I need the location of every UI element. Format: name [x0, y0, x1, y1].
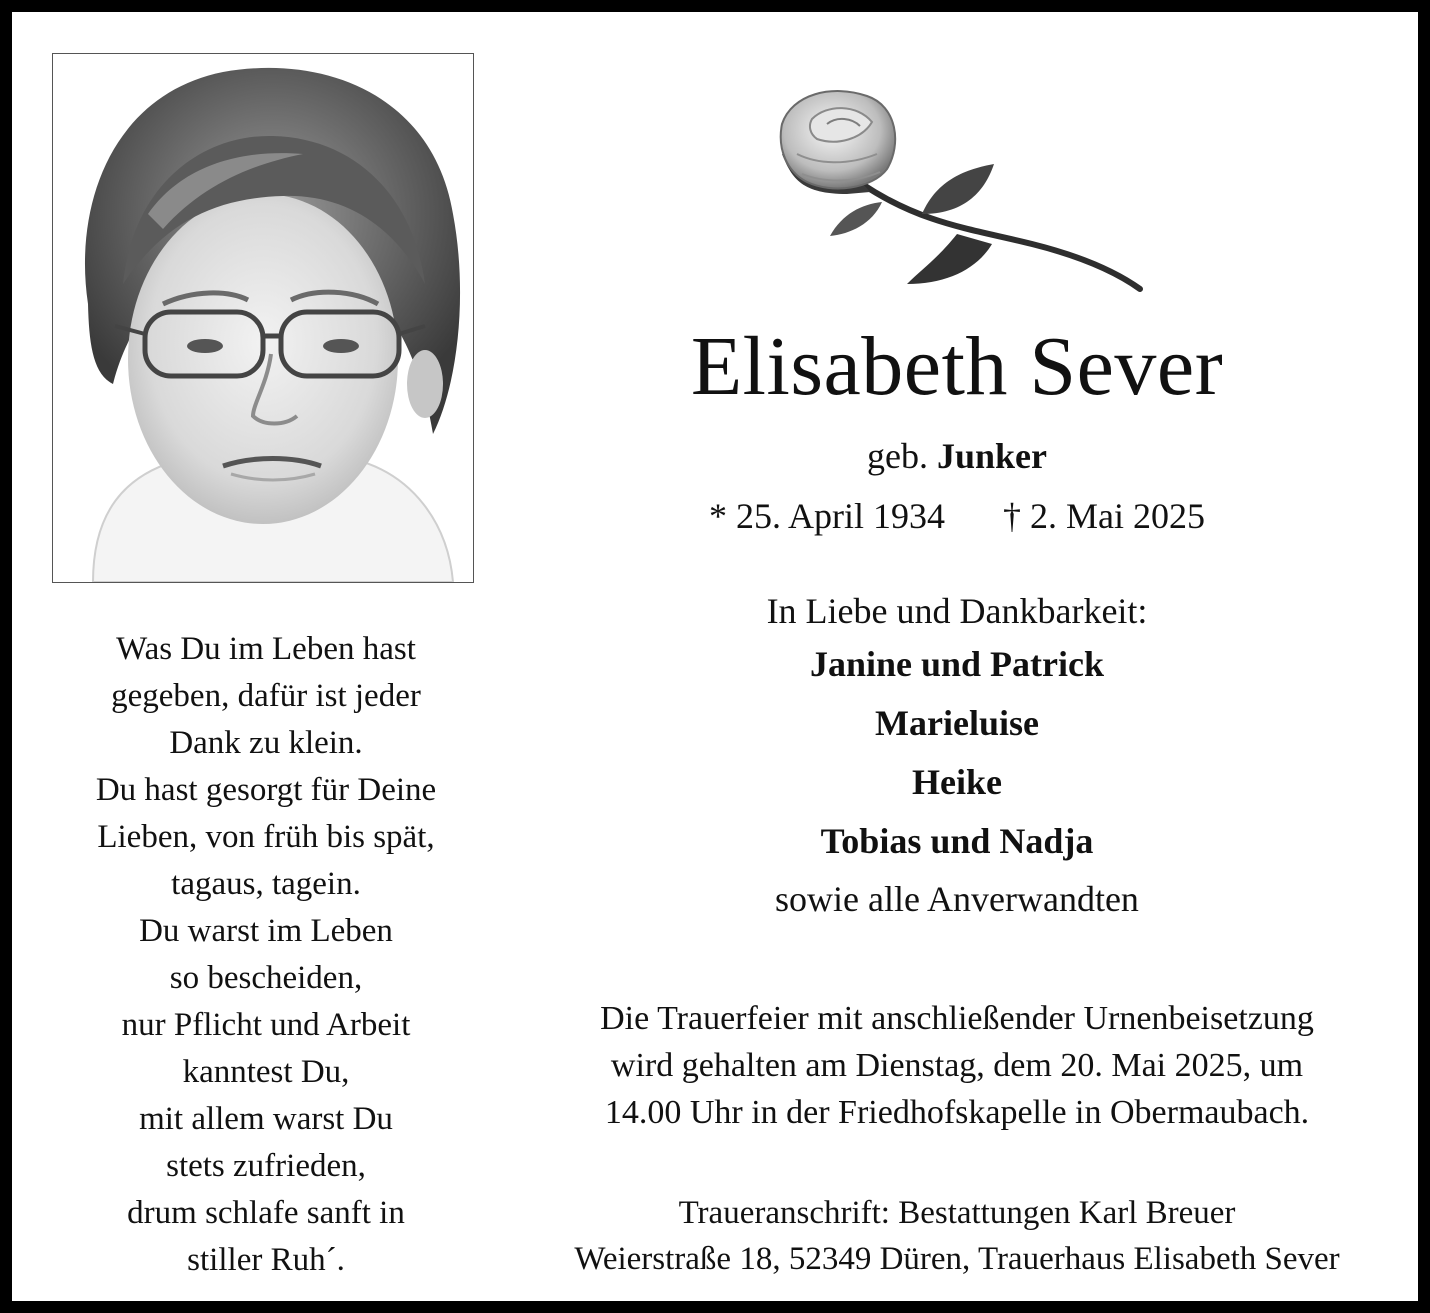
poem-line: tagaus, tagein. — [171, 866, 361, 902]
birth-date: * 25. April 1934 — [708, 496, 945, 536]
poem-line: Was Du im Leben hast — [116, 631, 416, 667]
address-line: Weierstraße 18, 52349 Düren, Trauerhaus Elisabeth Sever — [574, 1241, 1340, 1277]
poem-line: stets zufrieden, — [166, 1148, 366, 1184]
portrait-photo — [52, 53, 474, 583]
life-dates — [502, 492, 1412, 540]
ceremony-line: 14.00 Uhr in der Friedhofskapelle in Obermaubach. — [604, 1094, 1310, 1131]
death-date: † 2. Mai 2025 — [1003, 496, 1205, 536]
mourning-address — [502, 1190, 1412, 1282]
birth-name-prefix: geb. — [866, 436, 928, 476]
rose-icon — [772, 84, 1152, 294]
poem-line: mit allem warst Du — [139, 1101, 393, 1137]
poem-line: Du warst im Leben — [139, 913, 393, 949]
birth-name — [502, 432, 1412, 480]
ceremony-line: Die Trauerfeier mit anschließender Urnenbeisetzung — [600, 1000, 1314, 1037]
poem-line: nur Pflicht und Arbeit — [121, 1007, 411, 1043]
poem-line: gegeben, dafür ist jeder — [111, 678, 421, 714]
address-line: Traueranschrift: Bestattungen Karl Breuer — [678, 1195, 1236, 1231]
poem-line: Du hast gesorgt für Deine — [95, 772, 437, 808]
poem-line: so bescheiden, — [169, 960, 363, 996]
poem-line: stiller Ruh´. — [187, 1242, 345, 1278]
mourners-intro: In Liebe und Dankbarkeit: — [766, 591, 1148, 631]
mourner-name: Tobias und Nadja — [820, 821, 1094, 861]
mourner-name: Janine und Patrick — [809, 644, 1105, 684]
poem-line: Lieben, von früh bis spät, — [97, 819, 435, 855]
poem-line: drum schlafe sanft in — [127, 1195, 405, 1231]
poem-line: Dank zu klein. — [169, 725, 363, 761]
mourner-name: Heike — [912, 762, 1002, 802]
mourners — [502, 587, 1412, 927]
mourner-name: Marieluise — [875, 703, 1039, 743]
ceremony-info — [502, 995, 1412, 1136]
mourners-closing: sowie alle Anverwandten — [775, 879, 1139, 919]
poem — [40, 626, 492, 1284]
birth-name-value: Junker — [936, 436, 1047, 476]
poem-line: kanntest Du, — [182, 1054, 350, 1090]
deceased-name: Elisabeth Sever — [690, 320, 1224, 413]
ceremony-line: wird gehalten am Dienstag, dem 20. Mai 2025, um — [610, 1047, 1304, 1084]
